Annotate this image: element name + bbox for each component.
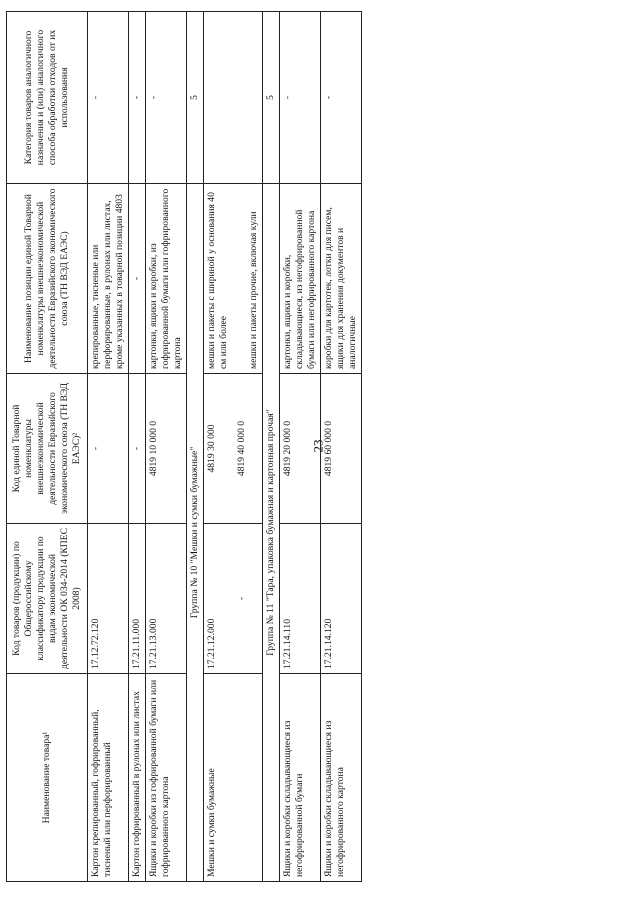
- group-11-title: Группа № 11 "Тара, упаковка бумажная и картонная прочая": [262, 184, 279, 882]
- table-row: [279, 12, 320, 882]
- group-row: [186, 12, 203, 882]
- okpd-code-2: -: [235, 596, 247, 601]
- tnved-code-2: 4819 40 000 0: [235, 420, 247, 477]
- cell-goods-name: Мешки и сумки бумажные: [203, 674, 262, 882]
- table-row: [87, 12, 128, 882]
- okpd-code-1: 17.21.12.000: [205, 618, 217, 669]
- cell-tnved-name: картонки, ящики и коробки, из гофрированной бумаги или гофрированного картона: [145, 184, 186, 374]
- group-row: [262, 12, 279, 882]
- cell-tnved-code: -: [128, 374, 145, 524]
- header-goods-name: Наименование товара¹: [7, 674, 88, 882]
- rotated-table-container: [6, 12, 448, 882]
- header-category: Категория товаров аналогичного назначения и (или) аналогичного способа обработки отходов от их использования: [7, 12, 88, 184]
- cell-okpd-code: 17.21.14.120: [320, 524, 361, 674]
- cell-okpd-code: 17.21.11.000: [128, 524, 145, 674]
- group-10-title: Группа № 10 "Мешки и сумки бумажные": [186, 184, 203, 882]
- table-row: [128, 12, 145, 882]
- tnved-name-2: мешки и пакеты прочие, включая кули: [247, 211, 259, 369]
- cell-tnved-code: 4819 10 000 0: [145, 374, 186, 524]
- cell-category: [203, 12, 262, 184]
- cell-category: -: [87, 12, 128, 184]
- cell-goods-name: Картон крепированный, гофрированный, тисненый или перфорированный: [87, 674, 128, 882]
- cell-goods-name: Картон гофрированный в рулонах или листах: [128, 674, 145, 882]
- header-tnved-code: Код единой Товарной номенклатуры внешнеэкономической деятельности Евразийского экономического союза (ТН ВЭД ЕАЭС)²: [7, 374, 88, 524]
- goods-classification-table: [6, 11, 362, 882]
- cell-tnved-code: 4819 20 000 0: [279, 374, 320, 524]
- cell-tnved-name: коробки для картотек, лотки для писем, ящики для хранения документов и аналогичные: [320, 184, 361, 374]
- cell-category: -: [320, 12, 361, 184]
- cell-goods-name: Ящики и коробки складывающиеся из негофрированной бумаги: [279, 674, 320, 882]
- cell-category: -: [279, 12, 320, 184]
- cell-tnved-name-split: [203, 184, 262, 374]
- cell-tnved-name: -: [128, 184, 145, 374]
- table-row: [320, 12, 361, 882]
- tnved-name-1: мешки и пакеты с шириной у основания 40 см или более: [205, 192, 229, 369]
- cell-tnved-code: -: [87, 374, 128, 524]
- cell-category: -: [128, 12, 145, 184]
- cell-tnved-name: картонки, ящики и коробки, складывающиеся, из негофрированной бумаги или негофрированного картона: [279, 184, 320, 374]
- cell-tnved-code-split: [203, 374, 262, 524]
- cell-okpd-code: 17.12.72.120: [87, 524, 128, 674]
- page-number: 23: [310, 439, 326, 453]
- cell-tnved-name: крепированные, тисненые или перфорированные, в рулонах или листах, кроме указанных в товарной позиции 4803: [87, 184, 128, 374]
- table-header-row: [7, 12, 88, 882]
- cell-okpd-code-split: [203, 524, 262, 674]
- header-okpd-code: Код товаров (продукции) по Общероссийскому классификатору продукции по видам экономической деятельности ОК 034-2014 (КПЕС 2008): [7, 524, 88, 674]
- cell-goods-name: Ящики и коробки из гофрированной бумаги или гофрированного картона: [145, 674, 186, 882]
- table-row: [145, 12, 186, 882]
- cell-tnved-code: 4819 60 000 0: [320, 374, 361, 524]
- cell-category: -: [145, 12, 186, 184]
- tnved-code-1: 4819 30 000: [205, 424, 217, 473]
- table-row: [203, 12, 262, 882]
- cell-goods-name: Ящики и коробки складывающиеся из негофрированного картона: [320, 674, 361, 882]
- header-tnved-name: Наименование позиции единой Товарной номенклатуры внешнеэкономической деятельности Евразийского экономического союза (ТН ВЭД ЕАЭС): [7, 184, 88, 374]
- group-10-category: 5: [186, 12, 203, 184]
- group-11-category: 5: [262, 12, 279, 184]
- cell-okpd-code: 17.21.13.000: [145, 524, 186, 674]
- cell-okpd-code: 17.21.14.110: [279, 524, 320, 674]
